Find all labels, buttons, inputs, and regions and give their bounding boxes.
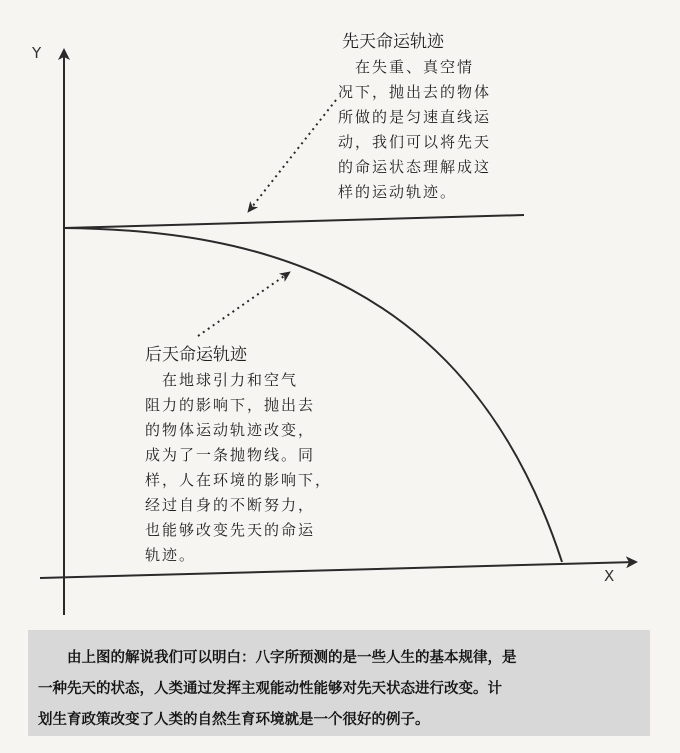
innate-body xyxy=(338,55,491,205)
x-axis xyxy=(40,562,636,578)
acquired-body-line: 样，人在环境的影响下， xyxy=(145,471,333,489)
innate-body-line: 在失重、真空情 xyxy=(338,58,475,76)
innate-trajectory-line xyxy=(64,215,524,228)
acquired-body-line: 成为了一条抛物线。同 xyxy=(145,446,316,464)
summary-line: 一种先天的状态，人类通过发挥主观能动性能够对先天状态进行改变。计 xyxy=(38,680,502,697)
innate-annotation xyxy=(338,29,491,205)
innate-body-line: 况下，抛出去的物体 xyxy=(338,83,492,101)
acquired-body-line: 阻力的影响下，抛出去 xyxy=(145,396,316,414)
acquired-title: 后天命运轨迹 xyxy=(145,345,247,365)
acquired-annotation xyxy=(145,342,332,568)
innate-title: 先天命运轨迹 xyxy=(342,32,444,52)
x-axis-label: X xyxy=(604,567,615,585)
acquired-body-line: 在地球引力和空气 xyxy=(145,371,299,389)
innate-body-line: 样的运动轨迹。 xyxy=(338,183,458,201)
innate-body-line: 所做的是匀速直线运 xyxy=(338,108,492,126)
summary-line: 由上图的解说我们可以明白：八字所预测的是一些人生的基本规律，是 xyxy=(38,649,517,666)
summary-line: 划生育政策改变了人类的自然生育环境就是一个很好的例子。 xyxy=(38,711,430,728)
innate-body-line: 的命运状态理解成这 xyxy=(338,158,492,176)
y-axis-label: Y xyxy=(32,44,42,62)
acquired-body-line: 也能够改变先天的命运 xyxy=(145,521,316,539)
innate-pointer-arrow xyxy=(248,100,336,212)
acquired-body xyxy=(145,368,332,568)
summary-box xyxy=(28,630,650,736)
acquired-pointer-arrow xyxy=(198,272,290,336)
innate-body-line: 动，我们可以将先天 xyxy=(338,133,492,151)
acquired-body-line: 轨迹。 xyxy=(145,546,197,564)
acquired-body-line: 的物体运动轨迹改变， xyxy=(145,421,316,439)
acquired-body-line: 经过自身的不断努力， xyxy=(145,496,316,514)
